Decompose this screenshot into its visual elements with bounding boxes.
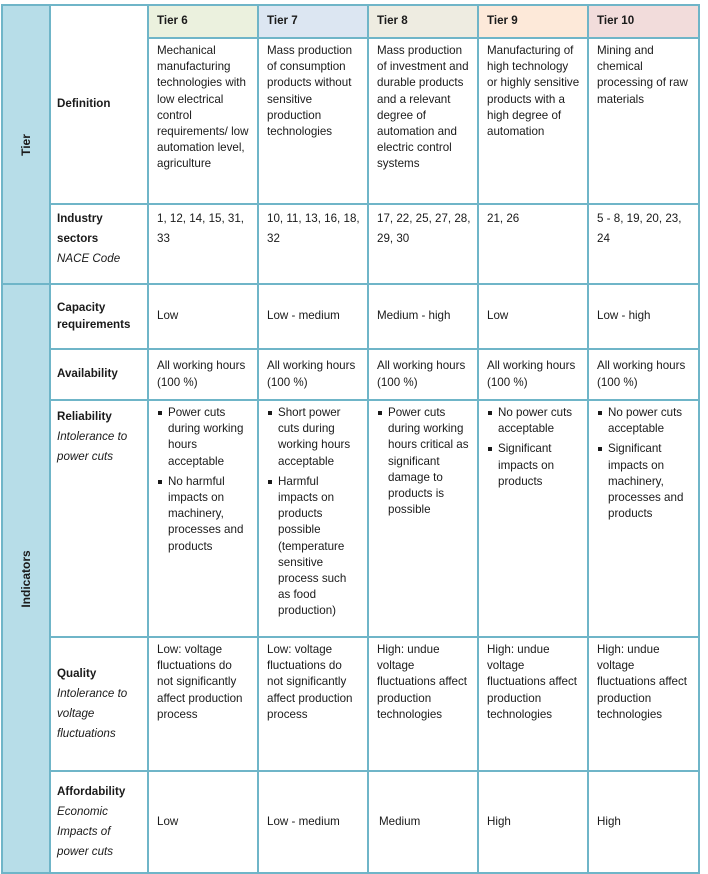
capacity-cell: Low - medium: [258, 284, 368, 349]
group-indicators-label: Indicators: [18, 549, 33, 608]
industry-cell: 5 - 8, 19, 20, 23, 24: [588, 204, 699, 284]
affordability-cell: High: [588, 771, 699, 873]
row-label-definition: [50, 5, 148, 204]
nace-code-sublabel: NACE Code: [57, 252, 121, 265]
column-header-tier-8: Tier 8: [368, 5, 478, 38]
availability-row: [2, 349, 699, 400]
reliability-cell: [368, 400, 478, 637]
capacity-cell: Low: [148, 284, 258, 349]
availability-label: Availability: [57, 367, 118, 381]
column-header-tier-6: Tier 6: [148, 5, 258, 38]
reliability-sublabel: Intolerance to power cuts: [57, 430, 128, 463]
bullet-item: Power cuts during working hours critical as significant damage to products is possible: [377, 405, 471, 518]
definition-label: Definition: [57, 97, 111, 111]
quality-cell: High: undue voltage fluctuations affect production technologies: [588, 637, 699, 771]
quality-cell: High: undue voltage fluctuations affect production technologies: [478, 637, 588, 771]
industry-cell: 21, 26: [478, 204, 588, 284]
affordability-label: Affordability: [57, 785, 126, 798]
bullet-item: Significant impacts on products: [487, 441, 581, 490]
availability-cell: All working hours (100 %): [588, 349, 699, 400]
capacity-row: [2, 284, 699, 349]
row-label-availability: [50, 349, 148, 400]
capacity-label: Capacity requirements: [57, 301, 131, 331]
reliability-label: Reliability: [57, 410, 112, 423]
bullet-item: No power cuts acceptable: [487, 405, 581, 437]
bullet-item: Harmful impacts on products possible (temperature sensitive process such as food production): [267, 474, 361, 620]
quality-cell: Low: voltage fluctuations do not significantly affect production process: [258, 637, 368, 771]
quality-cell: Low: voltage fluctuations do not significantly affect production process: [148, 637, 258, 771]
definition-cell: Mass production of consumption products without sensitive production technologies: [258, 38, 368, 204]
column-header-tier-10: Tier 10: [588, 5, 699, 38]
industry-label-line1: Industry: [57, 212, 103, 225]
reliability-cell: [588, 400, 699, 637]
tier-indicators-table: [1, 4, 700, 874]
bullet-item: Significant impacts on machinery, processes and products: [597, 441, 692, 522]
industry-cell: 17, 22, 25, 27, 28, 29, 30: [368, 204, 478, 284]
industry-cell: 10, 11, 13, 16, 18, 32: [258, 204, 368, 284]
capacity-cell: Low - high: [588, 284, 699, 349]
header-row: [2, 5, 699, 38]
affordability-cell: Low - medium: [258, 771, 368, 873]
definition-cell: Manufacturing of high technology or highly sensitive products with a high degree of automation: [478, 38, 588, 204]
industry-sectors-row: [2, 204, 699, 284]
definition-cell: Mechanical manufacturing technologies with low electrical control requirements/ low automation level, agriculture: [148, 38, 258, 204]
reliability-cell: [478, 400, 588, 637]
bullet-item: Power cuts during working hours acceptable: [157, 405, 251, 470]
reliability-row: [2, 400, 699, 637]
row-label-quality: [50, 637, 148, 771]
reliability-cell: [258, 400, 368, 637]
row-label-affordability: [50, 771, 148, 873]
industry-cell: 1, 12, 14, 15, 31, 33: [148, 204, 258, 284]
affordability-cell: High: [478, 771, 588, 873]
bullet-item: No power cuts acceptable: [597, 405, 692, 437]
definition-cell: Mining and chemical processing of raw materials: [588, 38, 699, 204]
column-header-tier-7: Tier 7: [258, 5, 368, 38]
availability-cell: All working hours (100 %): [148, 349, 258, 400]
bullet-item: No harmful impacts on machinery, processes and products: [157, 474, 251, 555]
affordability-cell: Medium: [368, 771, 478, 873]
availability-cell: All working hours (100 %): [478, 349, 588, 400]
group-tier-label: Tier: [18, 133, 33, 156]
industry-label-line2: sectors: [57, 232, 99, 245]
affordability-sublabel: Economic Impacts of power cuts: [57, 805, 114, 858]
capacity-cell: Low: [478, 284, 588, 349]
affordability-cell: Low: [148, 771, 258, 873]
row-label-industry-sectors: [50, 204, 148, 284]
affordability-row: [2, 771, 699, 873]
group-tier: [2, 5, 50, 284]
definition-cell: Mass production of investment and durable products and a relevant degree of automation and electric control systems: [368, 38, 478, 204]
availability-cell: All working hours (100 %): [368, 349, 478, 400]
quality-row: [2, 637, 699, 771]
bullet-item: Short power cuts during working hours acceptable: [267, 405, 361, 470]
quality-label: Quality: [57, 667, 97, 680]
capacity-cell: Medium - high: [368, 284, 478, 349]
row-label-capacity: [50, 284, 148, 349]
reliability-cell: [148, 400, 258, 637]
availability-cell: All working hours (100 %): [258, 349, 368, 400]
quality-sublabel: Intolerance to voltage fluctuations: [57, 687, 128, 740]
quality-cell: High: undue voltage fluctuations affect production technologies: [368, 637, 478, 771]
row-label-reliability: [50, 400, 148, 637]
group-indicators: [2, 284, 50, 873]
column-header-tier-9: Tier 9: [478, 5, 588, 38]
